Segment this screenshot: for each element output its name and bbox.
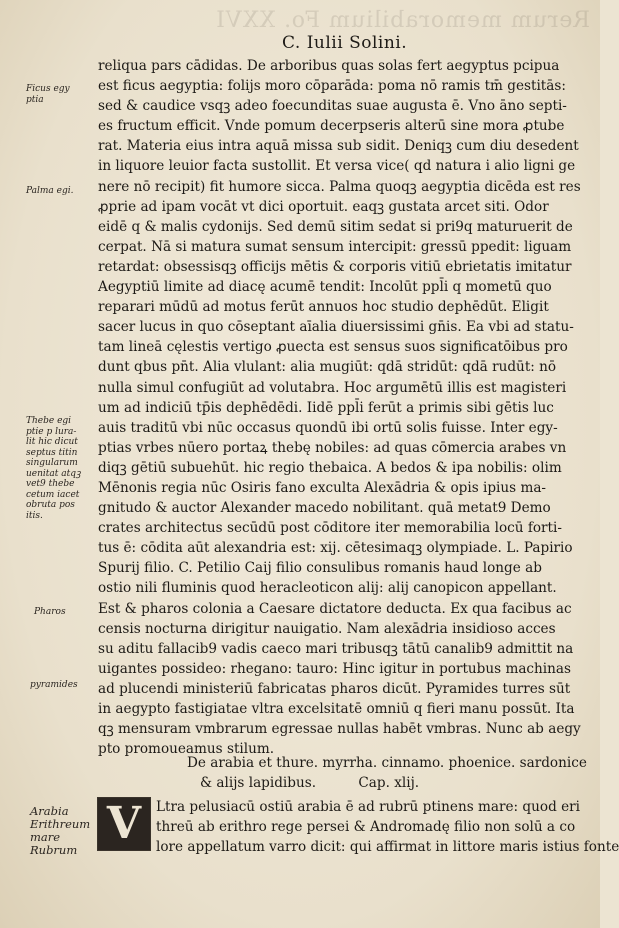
main-text-block — [98, 56, 584, 759]
text-line: diqꝫ gētiū subuehūt. hic regio thebaica. A bedos & ipa nobilis: olim — [98, 459, 562, 476]
text-line: cerpat. Nā si matura sumat sensum intercipit: gressū ppedit: liguam — [98, 238, 572, 255]
text-line: uigantes possideo: rhegano: tauro: Hinc igitur in portubus machinas — [98, 660, 571, 677]
text-line: in aegypto fastigiatae vltra excelsitatē omniū q fieri manu possūt. Ita — [98, 701, 575, 717]
chapter-text-line: Ltra pelusiacū ostiū arabia ē ad rubrū ptinens mare: quod eri — [156, 799, 580, 815]
text-line: nulla simul confugiūt ad volutabra. Hoc argumētū illis est magisteri — [98, 379, 567, 396]
text-line: Est & pharos colonia a Caesare dictatore deducta. Ex qua facibus ac — [98, 600, 572, 617]
text-line: pto promoueamus stilum. — [98, 741, 275, 758]
text-line: Aegyptiū limite ad diacę acumē tendit: Incolūt ppl̄i q mometū quo — [98, 279, 552, 296]
chapter-title-line-1: De arabia et thure. myrrha. cinnamo. phoenice. sardonice — [187, 755, 587, 771]
chapter-text-line: threū ab erithro rege persei & Andromadę filio non solū a co — [156, 819, 576, 836]
text-line: Mēnonis regia nūc Osiris fano exculta Alexādria & opis ipius ma- — [98, 479, 547, 496]
chapter-title-line-2: & alijs lapidibus. — [200, 775, 317, 791]
text-line: tam lineā cęlestis vertigo ꝓuecta est sensus suos significatōibus pro — [98, 339, 568, 356]
text-line: tus ē: cōdita aūt alexandria est: xij. cētesimaqꝫ olympiade. L. Papirio — [98, 540, 573, 557]
text-line: Spurij filio. C. Petilio Caij filio consulibus romanis haud longe ab — [98, 560, 542, 577]
margin-note-pharos: Pharos — [34, 607, 66, 617]
chapter-heading — [187, 755, 587, 771]
text-line: nere nō recipit) fit humore sicca. Palma quoqꝫ aegyptia dicēda est res — [98, 178, 581, 195]
text-line: auis traditū vbi nūc occasus quondū ibi ortū solis fuisse. Inter egy- — [98, 419, 558, 436]
text-line: sacer lucus in quo cōseptant aīalia diuersissimi gn̄is. Ea vbi ad statu- — [98, 319, 574, 336]
chapter-opening-text — [156, 797, 619, 857]
text-line: eidē q & malis cydonijs. Sed demū sitim sedat si pri9q maturuerit de — [98, 218, 573, 235]
margin-note-pyramides: pyramides — [30, 680, 78, 690]
text-line: reliqua pars cādidas. De arboribus quas solas fert aegyptus pcipua — [98, 58, 560, 74]
text-line: censis nocturna dirigitur nauigatio. Nam alexādria insidioso acces — [98, 620, 556, 637]
text-line: qꝫ mensuram vmbrarum egressae nullas habēt vmbras. Nunc ab aegy — [98, 721, 581, 738]
running-header: C. Iulii Solini. — [282, 33, 408, 53]
text-line: rat. Materia eius intra aquā missa sub sidit. Deniqꝫ cum diu desedent — [98, 138, 579, 155]
text-line: est ficus aegyptia: folijs moro cōparāda: poma nō ramis tm̄ gestitās: — [98, 78, 566, 95]
margin-note-palma: Palma egi. — [26, 186, 74, 196]
text-line: sed & caudice vsqꝫ adeo foecunditas suae augusta ē. Vno āno septi- — [98, 98, 567, 115]
text-line: in liquore leuior facta sustollit. Et versa vice( qd natura i alio ligni ge — [98, 158, 576, 175]
text-line: ꝓprie ad ipam vocāt vt dici oportuit. eaqꝫ gustata arcet siti. Odor — [98, 198, 549, 215]
chapter-label: Cap. xlij. — [358, 775, 420, 791]
bleed-through-text: Rerum memorabilium Fo. XXVI — [215, 8, 590, 33]
text-line: es fructum efficit. Vnde pomum decerpseris alterū sine mora ꝓtube — [98, 118, 565, 135]
chapter-text-line: lore appellatum varro dicit: qui affirmat in littore maris istius fonte — [156, 839, 619, 856]
margin-note-arabia: Arabia Erithreum mare Rubrum — [30, 804, 91, 857]
text-line: ptias vrbes nūero portaꝝ thebę nobiles: ad quas cōmercia arabes vn — [98, 439, 567, 456]
margin-note-thebe: Thebe egi ptie p lura- lit hic dicut septus titin singularum uenitat atqꝫ vet9 thebe cetum iacet obruta pos itis. — [26, 416, 81, 521]
text-line: retardat: obsessisqꝫ officijs mētis & corporis vitiū ebrietatis imitatur — [98, 258, 572, 275]
text-line: um ad indiciū tp̄is dephēdēdi. Iidē ppl̄i ferūt a primis sibi gētis luc — [98, 399, 554, 416]
decorated-initial: V — [97, 797, 151, 851]
text-line: dunt qbus pn̄t. Alia vlulant: alia mugiūt: qdā stridūt: qdā rudūt: nō — [98, 359, 557, 376]
text-line: ad plucendi ministeriū fabricatas pharos dicūt. Pyramides turres sūt — [98, 680, 571, 697]
text-line: ostio nili fluminis quod heracleoticon alij: alij canopicon appellant. — [98, 580, 557, 597]
text-line: su aditu fallacib9 vadis caeco mari tribusqꝫ tātū canalib9 admittit na — [98, 640, 574, 657]
margin-note-ficus: Ficus egy ptia — [26, 84, 70, 105]
text-line: gnitudo & auctor Alexander macedo nobilitant. quā metat9 Demo — [98, 500, 551, 517]
text-line: reparari mūdū ad motus ferūt annuos hoc studio dephēdūt. Eligit — [98, 299, 549, 316]
text-line: crates architectus secūdū post cōditore iter memorabilia locū forti- — [98, 520, 562, 537]
chapter-heading-line-2 — [200, 775, 419, 791]
